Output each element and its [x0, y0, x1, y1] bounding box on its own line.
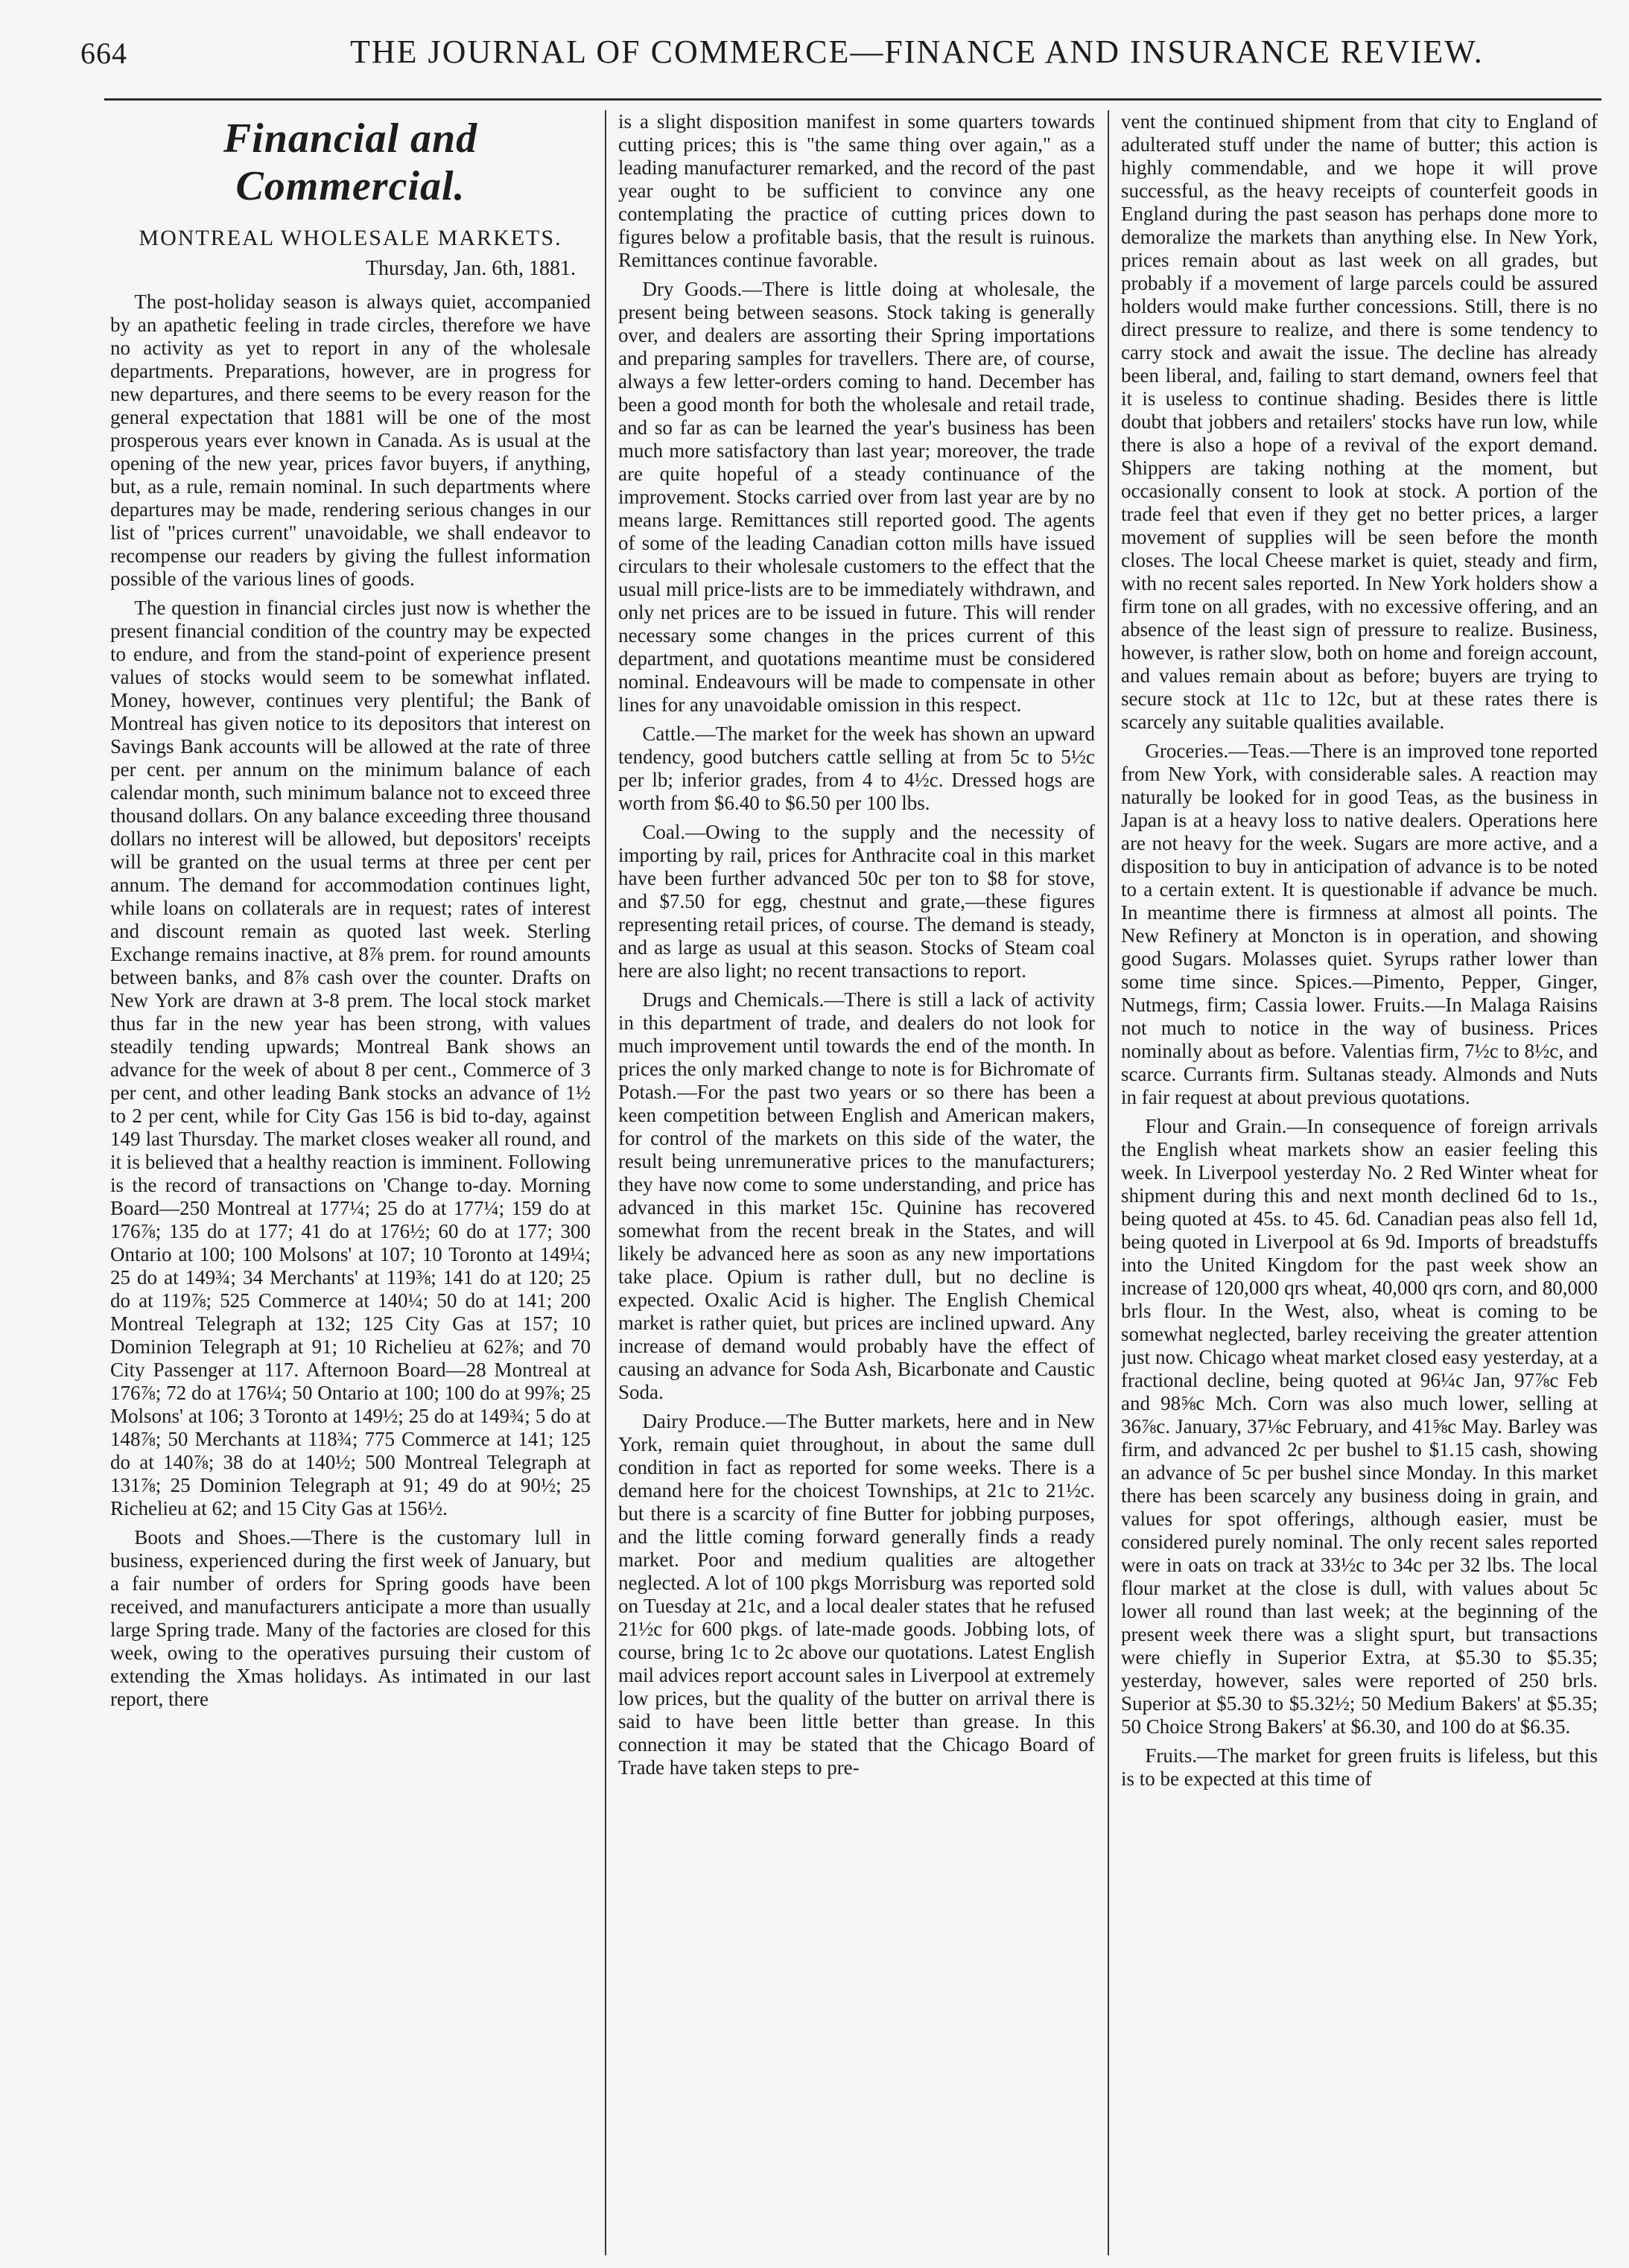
paragraph: The post-holiday season is always quiet, accompanied by an apathetic feeling in trade circles, therefore we have no activity as yet to report in any of the wholesale departments. Preparations, however, are in progress for new departures, and there seems to be every reason for the general expectation that 1881 will be one of the most prosperous years ever known in Canada. As is usual at the opening of the new year, prices favor buyers, if anything, but, as a rule, remain nominal. In such departments where departures may be made, rendering serious changes in our list of "prices current" unavoidable, we shall endeavor to recompense our readers by giving the fullest information possible of the various lines of goods. — [110, 290, 591, 590]
column-divider — [1108, 110, 1109, 2255]
page-number: 664 — [80, 36, 127, 70]
paragraph: Flour and Grain.—In consequence of foreign arrivals the English wheat markets show an easier feeling this week. In Liverpool yesterday No. 2 Red Winter wheat for shipment during this and next month declined 6d to 1s., being quoted at 45s. to 45. 6d. Canadian peas also fell 1d, being quoted in Liverpool at 6s 9d. Imports of breadstuffs into the United Kingdom for the past week show an increase of 120,000 qrs wheat, 40,000 qrs corn, and 80,000 brls flour. In the West, also, wheat is coming to be somewhat neglected, barley receiving the greater attention just now. Chicago wheat market closed easy yesterday, at a fractional decline, being quoted at 96¼c Jan, 97⅞c Feb and 98⅝c Mch. Corn was also much lower, selling at 36⅞c. January, 37⅛c February, and 41⅝c May. Barley was firm, and advanced 2c per bushel to $1.15 cash, showing an advance of 5c per bushel since Monday. In this market there has been scarcely any business doing in grain, and values for spot offerings, although easier, must be considered purely nominal. The only recent sales reported were in oats on track at 33½c to 34c per 32 lbs. The local flour market at the close is dull, with values about 5c lower all round than last week; at the beginning of the present week there was a slight spurt, but transactions were chiefly in Superior Extra, at $5.30 to $5.35; yesterday, however, sales were reported of 250 brls. Superior at $5.30 to $5.32½; 50 Medium Bakers' at $5.35; 50 Choice Strong Bakers' at $6.30, and 100 do at $6.35. — [1121, 1115, 1598, 1738]
paragraph: Drugs and Chemicals.—There is still a lack of activity in this department of trade, and dealers do not look for much improvement until towards the end of the month. In prices the only marked change to note is for Bichromate of Potash.—For the past two years or so there has been a keen competition between English and American makers, for control of the markets on this side of the water, the result being unremunerative prices to the manufacturers; they have now come to some understanding, and price has advanced in this market 15c. Quinine has recovered somewhat from the recent break in the States, and will likely be advanced here as soon as any new importations take place. Opium is rather dull, but no decline is expected. Oxalic Acid is higher. The English Chemical market is rather quiet, but prices are inclined upward. Any increase of demand would probably have the effect of causing an advance for Soda Ash, Bicarbonate and Caustic Soda. — [618, 988, 1095, 1403]
section-masthead: Financial and Commercial. — [223, 115, 478, 209]
article-dateline: Thursday, Jan. 6th, 1881. — [365, 257, 576, 280]
column-1 — [110, 110, 591, 2255]
running-title: THE JOURNAL OF COMMERCE—FINANCE AND INSURANCE REVIEW. — [350, 34, 1484, 70]
column-3 — [1121, 110, 1598, 2255]
paragraph: vent the continued shipment from that city to England of adulterated stuff under the name of butter; this action is highly commendable, and we hope it will prove successful, as the heavy receipts of counterfeit goods in England during the past season has perhaps done more to demoralize the markets than anything else. In New York, prices remain about as last week on all grades, but probably if a movement of large parcels could be assured holders would make further concessions. Still, there is no direct pressure to realize, and there is some tendency to carry stock and await the issue. The decline has already been liberal, and, failing to start demand, owners feel that it is useless to continue shading. Besides there is little doubt that jobbers and retailers' stocks have run low, while there is also a hope of a revival of the export demand. Shippers are taking nothing at the moment, but occasionally consent to look at stock. A portion of the trade feel that even if they get no better prices, a larger movement of supplies will be seen before the month closes. The local Cheese market is quiet, steady and firm, with no recent sales reported. In New York holders show a firm tone on all grades, with no excessive offering, and an absence of the least sign of pressure to realize. Business, however, is rather slow, both on home and foreign account, and values remain about as before; buyers are trying to secure stock at 11c to 12c, but at these rates there is scarcely any suitable qualities available. — [1121, 110, 1598, 733]
paragraph: Coal.—Owing to the supply and the necessity of importing by rail, prices for Anthracite coal in this market have been further advanced 50c per ton to $8 for stove, and $7.50 for egg, chestnut and grate,—these figures representing retail prices, of course. The demand is steady, and as large as usual at this season. Stocks of Steam coal here are also light; no recent transactions to report. — [618, 821, 1095, 982]
column-divider — [605, 110, 606, 2255]
article-title: MONTREAL WHOLESALE MARKETS. — [139, 226, 562, 250]
paragraph: Boots and Shoes.—There is the customary lull in business, experienced during the first week of January, but a fair number of orders for Spring goods have been received, and manufacturers anticipate a more than usually large Spring trade. Many of the factories are closed for this week, owing to the operatives pursuing their custom of extending the Xmas holidays. As intimated in our last report, there — [110, 1526, 591, 1710]
paragraph: Dry Goods.—There is little doing at wholesale, the present being between seasons. Stock taking is generally over, and dealers are assorting their Spring importations and preparing samples for travellers. There are, of course, always a few letter-orders coming to hand. December has been a good month for both the wholesale and retail trade, and so far as can be learned the year's business has been much more satisfactory than last year; moreover, the trade are quite hopeful of a steady continuance of the improvement. Stocks carried over from last year are by no means large. Remittances still reported good. The agents of some of the leading Canadian cotton mills have issued circulars to their wholesale customers to the effect that the usual mill price-lists are to be immediately withdrawn, and only net prices are to be issued in future. This will render necessary some changes in the prices current of this department, and quotations meantime must be considered nominal. Endeavours will be made to compensate in other lines for any unavoidable omission in this respect. — [618, 278, 1095, 716]
paragraph: Cattle.—The market for the week has shown an upward tendency, good butchers cattle selling at from 5c to 5½c per lb; inferior grades, from 4 to 4½c. Dressed hogs are worth from $6.40 to $6.50 per 100 lbs. — [618, 722, 1095, 814]
page-header — [0, 0, 1629, 112]
paragraph: Fruits.—The market for green fruits is lifeless, but this is to be expected at this time of — [1121, 1744, 1598, 1790]
paragraph: is a slight disposition manifest in some quarters towards cutting prices; this is "the same thing over again," as a leading manufacturer remarked, and the record of the past year ought to be sufficient to convince any one contemplating the practice of cutting prices down to figures below a profitable basis, that the result is ruinous. Remittances continue favorable. — [618, 110, 1095, 271]
paragraph: Dairy Produce.—The Butter markets, here and in New York, remain quiet throughout, in about the same dull condition in fact as reported for some weeks. There is a demand here for the choicest Townships, at 21c to 21½c. but there is a scarcity of fine Butter for jobbing purposes, and the little coming forward generally finds a ready market. Poor and medium qualities are altogether neglected. A lot of 100 pkgs Morrisburg was reported sold on Tuesday at 21c, and a local dealer states that he refused 21½c for 600 pkgs. of late-made goods. Jobbing lots, of course, bring 1c to 2c above our quotations. Latest English mail advices report account sales in Liverpool at extremely low prices, but the quality of the butter on arrival there is said to have been little better than grease. In this connection it may be stated that the Chicago Board of Trade have taken steps to pre- — [618, 1410, 1095, 1779]
paragraph: Groceries.—Teas.—There is an improved tone reported from New York, with considerable sales. A reaction may naturally be looked for in good Teas, as the business in Japan is at a heavy loss to native dealers. Operations here are not heavy for the week. Sugars are more active, and a disposition to buy in anticipation of advance is to be noted to a certain extent. It is questionable if advance be much. In meantime there is firmness at almost all points. The New Refinery at Moncton is in operation, and showing good Sugars. Molasses quiet. Syrups rather lower than some time since. Spices.—Pimento, Pepper, Ginger, Nutmegs, firm; Cassia lower. Fruits.—In Malaga Raisins not much to notice in the way of business. Prices nominally about as before. Valentias firm, 7½c to 8½c, and scarce. Currants firm. Sultanas steady. Almonds and Nuts in fair request at about previous quotations. — [1121, 740, 1598, 1108]
column-2 — [618, 110, 1095, 2255]
header-rule — [104, 98, 1601, 101]
paragraph: The question in financial circles just now is whether the present financial condition of the country may be expected to endure, and from the stand-point of experience present values of stocks would seem to be somewhat inflated. Money, however, continues very plentiful; the Bank of Montreal has given notice to its depositors that interest on Savings Bank accounts will be allowed at the rate of three per cent. per annum on the minimum balance of each calendar month, such minimum balance not to exceed three thousand dollars. On any balance exceeding three thousand dollars no interest will be allowed, but depositors' receipts will be granted on the usual terms at three per cent per annum. The demand for accommodation continues light, while loans on collaterals are in request; rates of interest and discount remain as quoted last week. Sterling Exchange remains inactive, at 8⅞ prem. for round amounts between banks, and 8⅞ cash over the counter. Drafts on New York are drawn at 3-8 prem. The local stock market thus far in the new year has been strong, with values steadily tending upwards; Montreal Bank shows an advance for the week of about 8 per cent., Commerce of 3 per cent, and other leading Bank stocks an advance of 1½ to 2 per cent, while for City Gas 156 is bid to-day, against 149 last Thursday. The market closes weaker all round, and it is believed that a healthy reaction is imminent. Following is the record of transactions on 'Change to-day. Morning Board—250 Montreal at 177¼; 25 do at 177¼; 159 do at 176⅞; 135 do at 177; 41 do at 176½; 60 do at 177; 300 Ontario at 100; 100 Molsons' at 107; 10 Toronto at 149¼; 25 do at 149¾; 34 Merchants' at 119⅜; 141 do at 120; 25 do at 119⅞; 525 Commerce at 140¼; 50 do at 141; 200 Montreal Telegraph at 132; 125 City Gas at 157; 10 Dominion Telegraph at 91; 10 Richelieu at 62⅞; and 70 City Passenger at 117. Afternoon Board—28 Montreal at 176⅞; 72 do at 176¼; 50 Ontario at 100; 100 do at 99⅞; 25 Molsons' at 106; 3 Toronto at 149½; 25 do at 149¾; 5 do at 148⅞; 50 Merchants at 118¾; 775 Commerce at 141; 125 do at 140⅞; 38 do at 140½; 500 Montreal Telegraph at 131⅞; 25 Dominion Telegraph at 91; 49 do at 90½; 25 Richelieu at 62; and 15 City Gas at 156½. — [110, 597, 591, 1519]
